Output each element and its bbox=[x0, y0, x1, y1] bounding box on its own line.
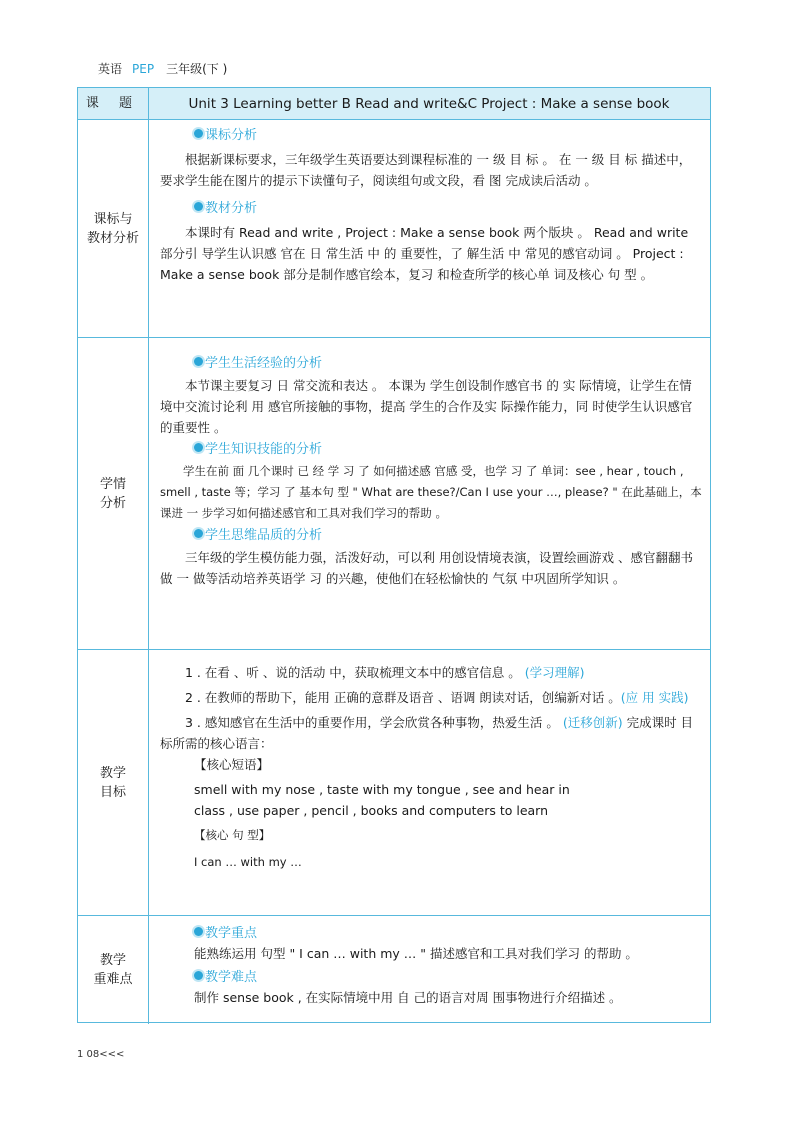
page-header bbox=[98, 60, 227, 77]
difficulty-text: 制作 sense book , 在实际情境中用 自 己的语言对周 围事物进行介绍描述 。 bbox=[194, 990, 622, 1005]
title-label: 课 题 bbox=[78, 88, 149, 119]
bullet-dot-icon bbox=[194, 129, 203, 138]
key-points-label: 教学 重难点 bbox=[78, 916, 149, 1024]
section-heading: 学生生活经验的分析 bbox=[156, 352, 702, 371]
goals-content bbox=[156, 650, 702, 915]
bullet-dot-icon bbox=[194, 971, 203, 980]
section-heading: 教学重点 bbox=[156, 922, 702, 941]
lesson-title: Unit 3 Learning better B Read and write&C Project : Make a sense book bbox=[188, 95, 670, 112]
bullet-dot-icon bbox=[194, 443, 203, 452]
knowledge-skill-text: 学生在前 面 几个课时 已 经 学 习 了 如何描述感 官感 受，也学 习 了 单词：see , hear , touch , smell , taste 等；学习 了 基本句 型 " What are these?/Can I use your …, please? " 在此基础上，本课进 一 步学习如何描述感官和工具对我们学习的帮助 。 bbox=[160, 464, 702, 520]
curriculum-content bbox=[156, 120, 702, 337]
title-row bbox=[78, 88, 710, 120]
learner-row bbox=[78, 338, 710, 650]
section-heading: 学生知识技能的分析 bbox=[156, 438, 702, 457]
thinking-quality-text: 三年级的学生模仿能力强，活泼好动，可以利 用创设情境表演，设置绘画游戏 、感官翻翻书做 一 做等活动培养英语学 习 的兴趣，使他们在轻松愉快的 气氛 中巩固所学知识 。 bbox=[160, 550, 693, 586]
goal-1: 1 . 在看 、听 、说的活动 中，获取梳理文本中的感官信息 。 (学习理解) bbox=[185, 665, 585, 680]
bullet-dot-icon bbox=[194, 202, 203, 211]
goals-row bbox=[78, 650, 710, 916]
core-sentences-label: 【核心 句 型】 bbox=[194, 828, 271, 842]
section-heading: 教学难点 bbox=[156, 966, 702, 985]
curriculum-label: 课标与 教材分析 bbox=[78, 120, 149, 337]
goal-3: 3 . 感知感官在生活中的重要作用，学会欣赏各种事物，热爱生活 。 (迁移创新) 完成课时 目 标所需的核心语言： bbox=[160, 715, 694, 751]
grade-label: 三年级(下 ) bbox=[166, 62, 228, 76]
subject-label: 英语 bbox=[98, 62, 123, 76]
textbook-analysis-text: 本课时有 Read and write , Project : Make a sense book 两个版块 。 Read and write 部分引 导学生认识感 官在 日 常生活 中 的 重要性，了 解生活 中 常见的感官动词 。 Project : Make a sense book 部分是制作感官绘本，复习 和检查所学的核心单 词及核心 句 型 。 bbox=[160, 225, 689, 282]
bullet-dot-icon bbox=[194, 529, 203, 538]
lesson-plan-table bbox=[77, 87, 711, 1023]
key-point-text: 能熟练运用 句型 " I can … with my … " 描述感官和工具对我们学习 的帮助 。 bbox=[194, 946, 638, 961]
life-experience-text: 本节课主要复习 日 常交流和表达 。 本课为 学生创设制作感官书 的 实 际情境，让学生在情境中交流讨论利 用 感官所接触的事物，提高 学生的合作及实 际操作能力，同 时使学生认识感官的重要性 。 bbox=[160, 378, 693, 435]
curriculum-standard-text: 根据新课标要求，三年级学生英语要达到课程标准的 一 级 目 标 。 在 一 级 目 标 描述中，要求学生能在图片的提示下读懂句子，阅读组句或文段，看 图 完成读后活动 。 bbox=[160, 152, 692, 188]
section-heading: 教材分析 bbox=[156, 197, 702, 216]
core-phrases-label: 【核心短语】 bbox=[194, 757, 270, 772]
learner-label: 学情 分析 bbox=[78, 338, 149, 649]
page-number: 1 08<<< bbox=[77, 1049, 125, 1060]
goal-2: 2 . 在教师的帮助下，能用 正确的意群及语音 、语调 朗读对话，创编新对话 。(应 用 实践) bbox=[185, 690, 689, 705]
key-points-row bbox=[78, 916, 710, 1024]
learner-content bbox=[156, 338, 702, 649]
key-points-content bbox=[156, 916, 702, 1024]
bullet-dot-icon bbox=[194, 927, 203, 936]
curriculum-row bbox=[78, 120, 710, 338]
section-heading: 课标分析 bbox=[156, 124, 702, 143]
bullet-dot-icon bbox=[194, 357, 203, 366]
phrases-line: class , use paper , pencil , books and computers to learn bbox=[194, 803, 549, 818]
section-heading: 学生思维品质的分析 bbox=[156, 524, 702, 543]
core-sentence: I can … with my … bbox=[194, 855, 302, 869]
phrases-line: smell with my nose , taste with my tongue , see and hear in bbox=[194, 782, 570, 797]
goals-label: 教学 目标 bbox=[78, 650, 149, 915]
edition-label: PEP bbox=[132, 62, 155, 76]
